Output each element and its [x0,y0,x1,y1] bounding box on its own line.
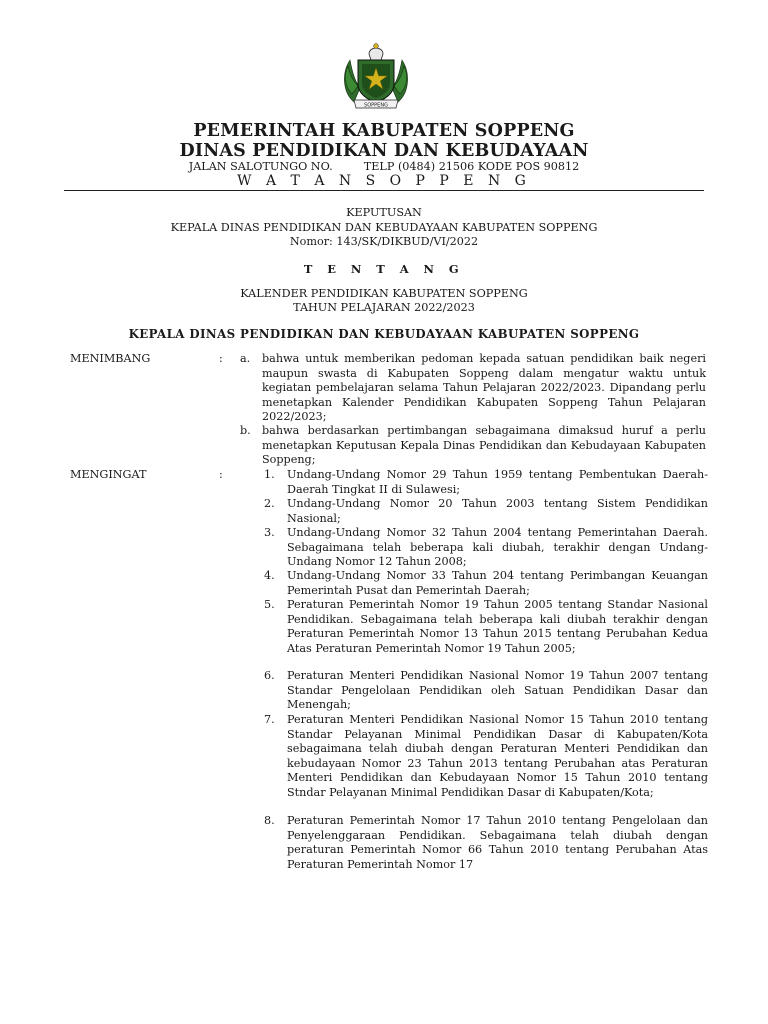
list-item-text: Undang-Undang Nomor 20 Tahun 2003 tentang Sistem Pendidikan Nasional; [287,497,708,525]
letterhead-title-department: DINAS PENDIDIKAN DAN KEBUDAYAAN [179,141,589,161]
letterhead-divider [64,190,704,191]
list-item-number: 4. [264,569,275,582]
list-item-number: 2. [264,497,275,510]
list-item-number: 7. [264,713,275,726]
list-item-number: 8. [264,814,275,827]
list-item-text: Peraturan Pemerintah Nomor 19 Tahun 2005 tentang Standar Nasional Pendidikan. Sebagaimana telah beberapa kali diubah terakhir dengan Peraturan Pemerintah Nomor 13 Tahun 2015 tentang Perubahan Kedua Atas Peraturan Pemerintah Nomor 19 Tahun 2005; [287,598,708,655]
soppeng-regency-emblem-icon [336,40,416,112]
address-street: JALAN SALOTUNGO NO. [188,160,333,173]
decree-tentang: T E N T A N G [303,262,465,276]
decree-authority: KEPALA DINAS PENDIDIKAN DAN KEBUDAYAAN KABUPATEN SOPPENG [128,327,640,341]
decree-subject-line-1: KALENDER PENDIDIKAN KABUPATEN SOPPENG [240,287,528,300]
section-label-mengingat: MENGINGAT [70,468,147,481]
list-item-text: Peraturan Menteri Pendidikan Nasional Nomor 15 Tahun 2010 tentang Standar Pelayanan Minimal Pendidikan Dasar di Kabupaten/Kota sebagaimana telah diubah dengan Peraturan Menteri Pendidikan dan kebudayaan Nomor 23 Tahun 2013 tentang Perubahan atas Peraturan Menteri Pendidikan dan Kebudayaan Nomor 15 Tahun 2010 tentang Stndar Pelayanan Minimal Pendidikan Dasar di Kabupaten/Kota; [287,713,708,799]
section-colon: : [219,468,223,481]
list-item-number: 6. [264,669,275,682]
section-label-menimbang: MENIMBANG [70,352,151,365]
emblem-caption: SOPPENG [364,102,388,109]
clause-text: bahwa berdasarkan pertimbangan sebagaimana dimaksud huruf a perlu menetapkan Keputusan Kepala Dinas Pendidikan dan Kebudayaan Kabupaten Soppeng; [262,424,706,467]
clause-text: bahwa untuk memberikan pedoman kepada satuan pendidikan baik negeri maupun swasta di Kabupaten Soppeng dalam mengatur waktu untuk kegiatan pembelajaran selama Tahun Pelajaran 2022/2023. Dipandang perlu menetapkan Kalender Pendidikan Kabupaten Soppeng Tahun Pelajaran 2022/2023; [262,352,706,424]
letterhead-title-government: PEMERINTAH KABUPATEN SOPPENG [193,121,575,141]
clause-marker: a. [240,352,251,365]
clause-marker: b. [240,424,251,437]
list-item-text: Undang-Undang Nomor 33 Tahun 204 tentang Perimbangan Keuangan Pemerintah Pusat dan Pemerintah Daerah; [287,569,708,597]
list-item-text: Peraturan Menteri Pendidikan Nasional Nomor 19 Tahun 2007 tentang Standar Pengelolaan Pendidikan oleh Satuan Pendidikan Dasar dan Menengah; [287,669,708,712]
decree-number: Nomor: 143/SK/DIKBUD/VI/2022 [289,235,479,248]
list-item-text: Peraturan Pemerintah Nomor 17 Tahun 2010 tentang Pengelolaan dan Penyelenggaraan Pendidikan. Sebagaimana telah diubah dengan peraturan Pemerintah Nomor 66 Tahun 2010 tentang Perubahan Atas Peraturan Pemerintah Nomor 17 [287,814,708,871]
letterhead-address-line [0,160,768,173]
letterhead-city: W A T A N S O P P E N G [237,173,531,189]
decree-heading: KEPUTUSAN [346,206,422,219]
list-item-text: Undang-Undang Nomor 29 Tahun 1959 tentang Pembentukan Daerah-Daerah Tingkat II di Sulawesi; [287,468,708,496]
address-phone-postcode: TELP (0484) 21506 KODE POS 90812 [363,160,580,173]
decree-subject-line-2: TAHUN PELAJARAN 2022/2023 [293,301,475,314]
list-item-number: 5. [264,598,275,611]
decree-issuer: KEPALA DINAS PENDIDIKAN DAN KEBUDAYAAN KABUPATEN SOPPENG [170,221,598,234]
list-item-text: Undang-Undang Nomor 32 Tahun 2004 tentang Pemerintahan Daerah. Sebagaimana telah beberapa kali diubah, terakhir dengan Undang-Undang Nomor 12 Tahun 2008; [287,526,708,569]
list-item-number: 1. [264,468,275,481]
section-colon: : [219,352,223,365]
list-item-number: 3. [264,526,275,539]
